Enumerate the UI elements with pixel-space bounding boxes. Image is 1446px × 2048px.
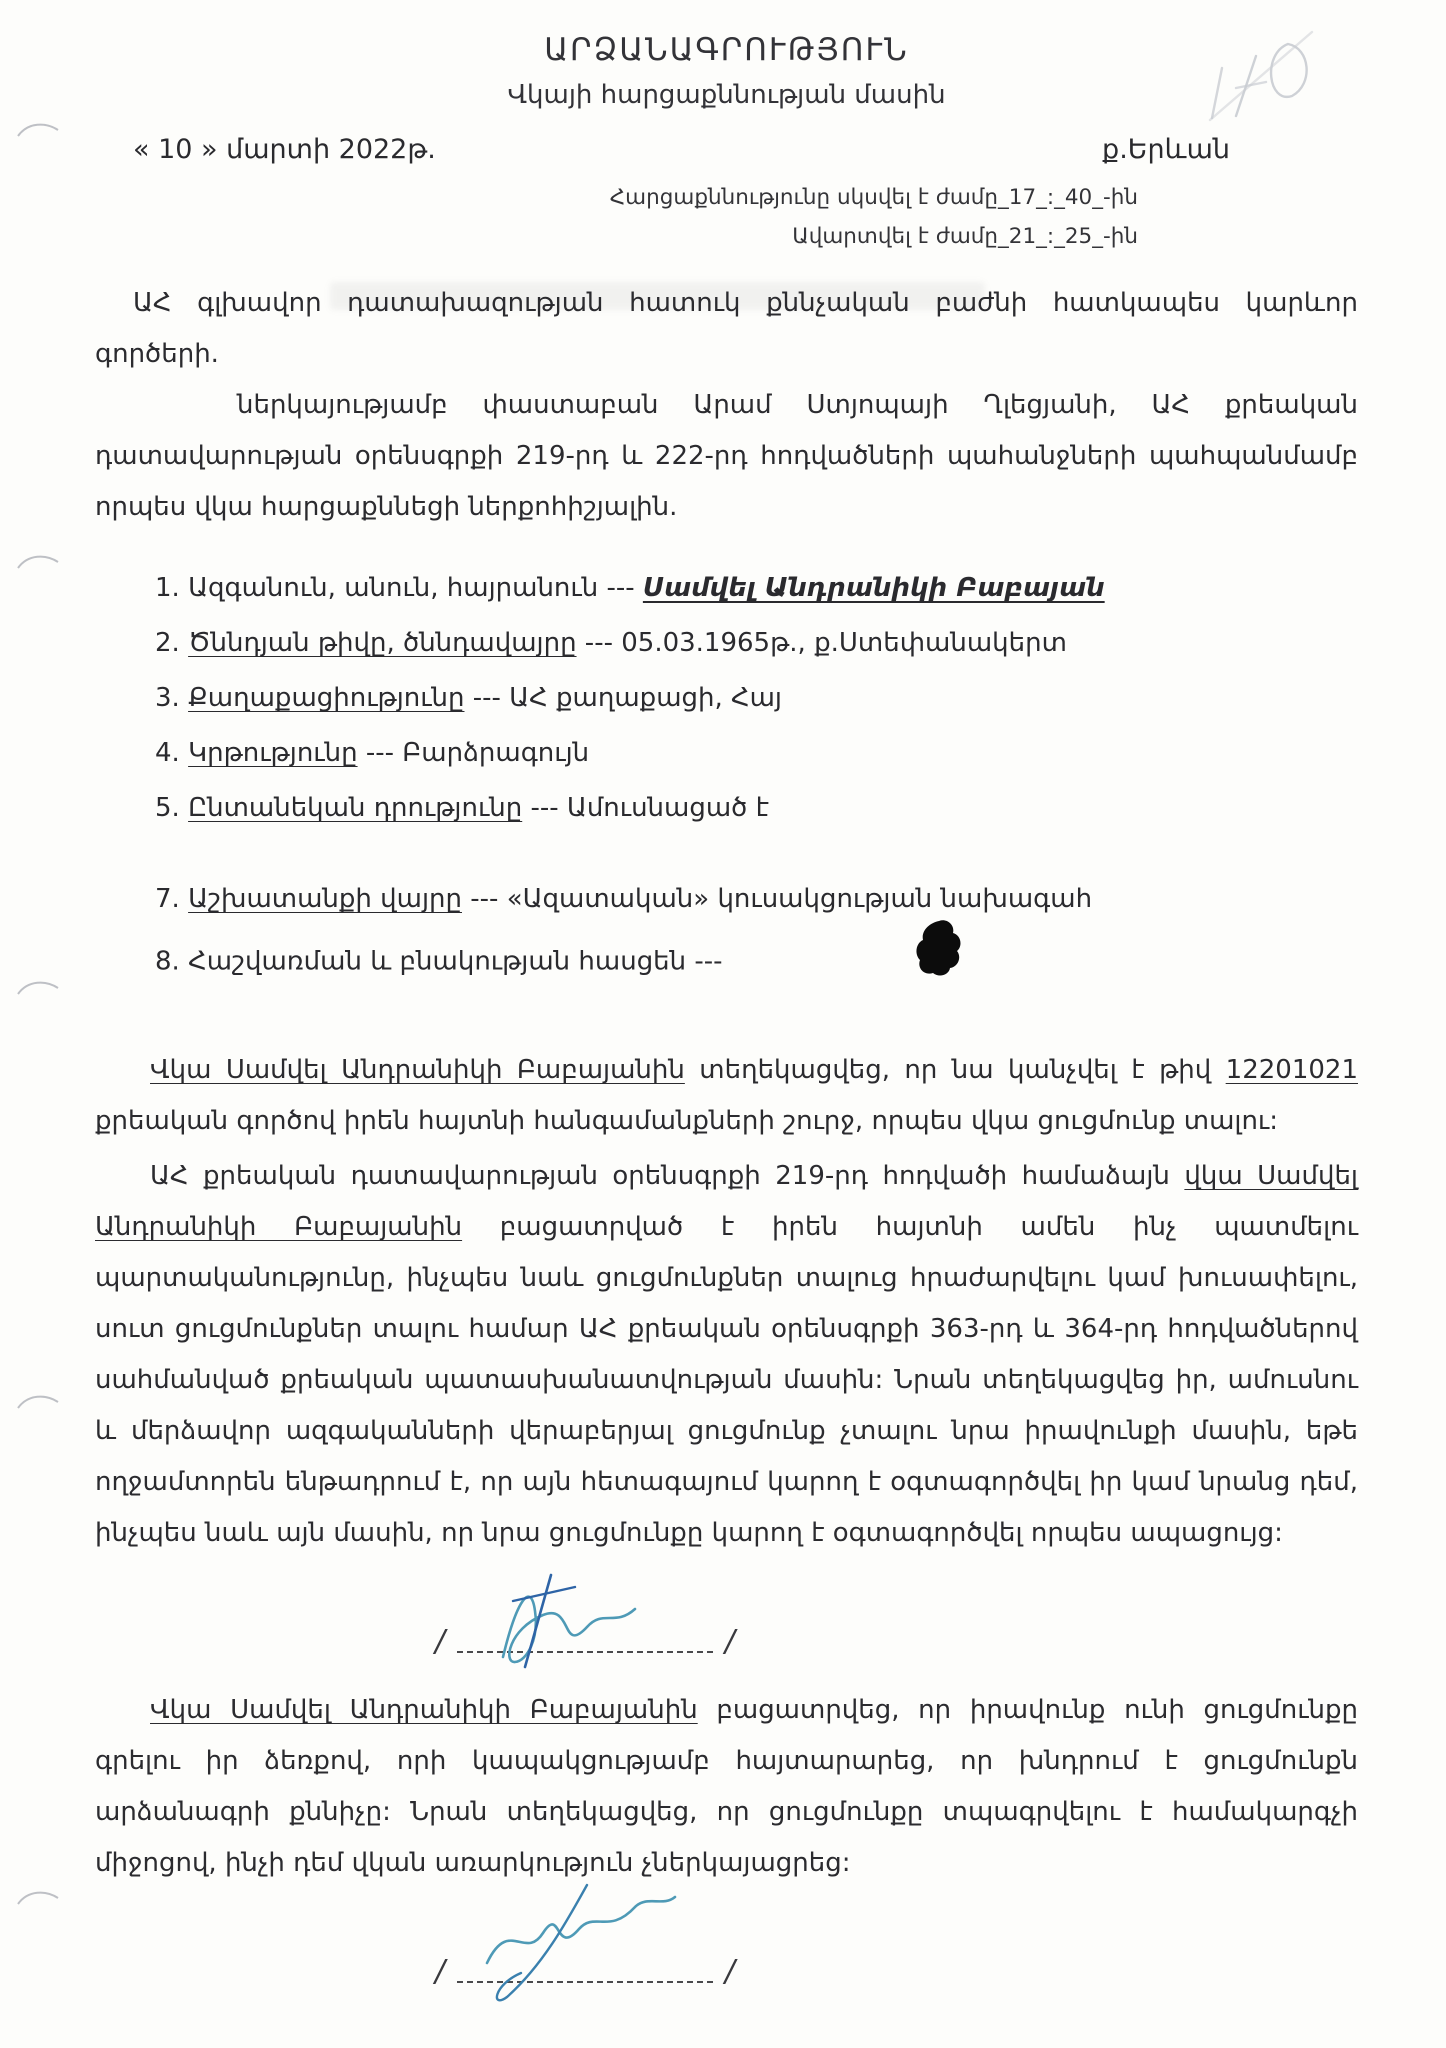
- item-number: 2.: [155, 628, 180, 659]
- item-label: Աշխատանքի վայրը: [188, 884, 462, 915]
- item-value: 05.03.1965թ., ք.Ստեփանակերտ: [621, 628, 1067, 659]
- document-city: ք.Երևան: [1102, 134, 1230, 165]
- signature-open-slash: /: [435, 1954, 446, 1990]
- scan-artifact: [16, 552, 60, 576]
- item-separator: ---: [357, 738, 403, 769]
- witness-name: Վկա Սամվել Անդրանիկի Բաբայանին: [150, 1055, 685, 1086]
- paragraph-text: բացատրվեց, որ իրավունք ունի ցուցմունքը գրելու իր ձեռքով, որի կապակցությամբ հայտարարեց, որ խնդրում է ցուցմունքն արձանագրի քննիչը: Նրան տեղեկացվեց, որ ցուցմունքը տպագրվելու է համակարգչի միջոցով, ինչի դեմ վկան առարկություն չներկայացրեց:: [95, 1695, 1358, 1879]
- item-label: Ծննդյան թիվը, ծննդավայրը: [188, 628, 577, 659]
- item-label: Հաշվառման և բնակության հասցեն: [188, 946, 687, 977]
- list-item: [155, 671, 1358, 726]
- ink-redaction-blob: [916, 919, 962, 997]
- list-item: [155, 872, 1358, 927]
- notice-paragraph: [95, 1045, 1358, 1147]
- list-item: [155, 616, 1358, 671]
- item-number: 5.: [155, 793, 180, 824]
- scan-artifact: [16, 978, 60, 1002]
- item-number: 7.: [155, 884, 180, 915]
- scan-artifact: [16, 1392, 60, 1416]
- list-item: [155, 561, 1358, 616]
- signature-close-slash: /: [724, 1954, 735, 1990]
- signature-line: [457, 1651, 713, 1653]
- scan-artifact: [16, 120, 60, 144]
- item-value: Բարձրագույն: [402, 738, 590, 769]
- scan-artifact: [16, 1888, 60, 1912]
- intro-paragraph-line1: ԱՀ գլխավոր դատախազության հատուկ քննչական բաժնի հատկապես կարևոր գործերի.: [95, 288, 1358, 370]
- intro-paragraph-line2: ներկայությամբ փաստաբան Արամ Ստյոպայի Ղլեցյանի, ԱՀ քրեական դատավարության օրենսգրքի 219-րդ և 222-րդ հոդվածների պահանջների պահպանմամբ որպես վկա հարցաքննեցի ներքոհիշյալին.: [95, 390, 1358, 523]
- item-separator: ---: [522, 793, 567, 824]
- signature-block-2: [435, 1933, 735, 1989]
- item-value: «Ազատական» կուսակցության նախագահ: [506, 884, 1093, 915]
- item-number: 1.: [155, 573, 180, 604]
- page-title: ԱՐՁԱՆԱԳՐՈՒԹՅՈՒՆ: [544, 32, 909, 68]
- item-label: Ընտանեկան դրությունը: [188, 793, 523, 824]
- list-item: [155, 781, 1358, 836]
- item-separator: ---: [576, 628, 622, 659]
- item-number: 3.: [155, 683, 180, 714]
- handwritten-signature: [463, 1877, 698, 2017]
- handwriting-paragraph: [95, 1685, 1358, 1889]
- time-finished: Ավարտվել է ժամը_21_:_25_-ին: [792, 223, 1138, 249]
- handwritten-signature: [463, 1557, 698, 1687]
- witness-name: Վկա Սամվել Անդրանիկի Բաբայանին: [150, 1695, 698, 1726]
- item-label: Քաղաքացիությունը: [188, 683, 465, 714]
- item-separator: ---: [462, 884, 507, 915]
- list-item: [155, 927, 1358, 997]
- item-label: Կրթությունը: [188, 738, 358, 769]
- rights-paragraph: [95, 1151, 1358, 1559]
- date-row: [95, 134, 1358, 165]
- interrogation-times: [95, 179, 1358, 256]
- time-started: Հարցաքննությունը սկսվել է ժամը_17_:_40_-ին: [609, 185, 1138, 210]
- signature-close-slash: /: [724, 1624, 735, 1660]
- witness-details-list: [95, 561, 1358, 997]
- signature-block-1: [435, 1603, 735, 1659]
- signature-open-slash: /: [435, 1624, 446, 1660]
- item-value: ԱՀ քաղաքացի, Հայ: [509, 683, 782, 714]
- signature-line: [457, 1981, 713, 1983]
- paragraph-text: ԱՀ քրեական դատավարության օրենսգրքի 219-րդ հոդվածի համաձայն: [150, 1161, 1185, 1192]
- item-number: 8.: [155, 946, 180, 977]
- item-value: Ամուսնացած է: [566, 793, 769, 824]
- paragraph-text: բացատրված է իրեն հայտնի ամեն ինչ պատմելու պարտականությունը, ինչպես նաև ցուցմունքներ տալուց հրաժարվելու կամ խուսափելու, սուտ ցուցմունքներ տալու համար ԱՀ քրեական օրենսգրքի 363-րդ և 364-րդ հոդվածներով սահմանված քրեական պատասխանատվության մասին: Նրան տեղեկացվեց իր, ամուսնու և մերձավոր ազգականների վերաբերյալ ցուցմունք չտալու նրա իրավունքի մասին, եթե ողջամտորեն ենթադրում է, որ այն հետագայում կարող է օգտագործվել իր կամ նրանց դեմ, ինչպես նաև այն մասին, որ նրա ցուցմունքը կարող է օգտագործվել որպես ապացույց:: [95, 1212, 1358, 1549]
- page-subtitle: Վկայի հարցաքննության մասին: [507, 80, 946, 110]
- paragraph-text: քրեական գործով իրեն հայտնի հանգամանքների շուրջ, որպես վկա ցուցմունք տալու:: [95, 1106, 1278, 1137]
- item-label: Ազգանուն, անուն, հայրանուն: [188, 573, 599, 604]
- item-separator: ---: [598, 573, 643, 604]
- witness-name: վկա Սամվել Անդրանիկի Բաբայանին: [95, 1161, 1358, 1243]
- item-number: 4.: [155, 738, 180, 769]
- case-number: 12201021: [1225, 1055, 1358, 1086]
- item-separator: ---: [686, 946, 731, 977]
- list-item: [155, 726, 1358, 781]
- item-value: Սամվել Անդրանիկի Բաբայան: [642, 573, 1105, 604]
- paragraph-text: տեղեկացվեց, որ նա կանչվել է թիվ: [684, 1055, 1226, 1086]
- document-date: « 10 » մարտի 2022թ.: [133, 134, 436, 165]
- item-separator: ---: [464, 683, 510, 714]
